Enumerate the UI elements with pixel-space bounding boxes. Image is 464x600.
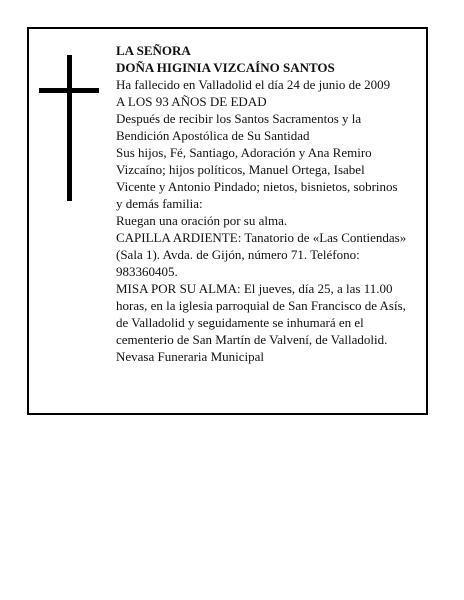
cross-icon bbox=[39, 55, 99, 201]
age-line: A LOS 93 AÑOS DE EDAD bbox=[116, 94, 267, 109]
mass-line-1: MISA POR SU ALMA: El jueves, día 25, a las 11.00 bbox=[116, 281, 393, 296]
sacraments-line-2: Bendición Apostólica de Su Santidad bbox=[116, 128, 310, 143]
death-date-line: Ha fallecido en Valladolid el día 24 de junio de 2009 bbox=[116, 77, 391, 92]
mass-line-2: horas, en la iglesia parroquial de San Francisco de Asís, bbox=[116, 298, 406, 313]
chapel-line-2: (Sala 1). Avda. de Gijón, número 71. Teléfono: bbox=[116, 247, 360, 262]
funeral-home-line: Nevasa Funeraria Municipal bbox=[116, 349, 265, 364]
notice-text bbox=[116, 42, 426, 365]
cross-horizontal-bar bbox=[39, 88, 99, 93]
obituary-notice bbox=[27, 27, 428, 415]
family-line-1: Sus hijos, Fé, Santiago, Adoración y Ana Remiro bbox=[116, 145, 372, 160]
mass-line-3: de Valladolid y seguidamente se inhumará en el bbox=[116, 315, 364, 330]
heading-title: LA SEÑORA bbox=[116, 43, 191, 58]
chapel-phone-line: 983360405. bbox=[116, 264, 178, 279]
deceased-name: DOÑA HIGINIA VIZCAÍNO SANTOS bbox=[116, 60, 335, 75]
prayer-request-line: Ruegan una oración por su alma. bbox=[116, 213, 288, 228]
mass-line-4: cementerio de San Martín de Valvení, de Valladolid. bbox=[116, 332, 388, 347]
cross-vertical-bar bbox=[67, 55, 72, 201]
chapel-line-1: CAPILLA ARDIENTE: Tanatorio de «Las Contiendas» bbox=[116, 230, 407, 245]
family-line-4: y demás familia: bbox=[116, 196, 203, 211]
sacraments-line-1: Después de recibir los Santos Sacramentos y la bbox=[116, 111, 362, 126]
family-line-2: Vizcaíno; hijos políticos, Manuel Ortega, Isabel bbox=[116, 162, 365, 177]
family-line-3: Vicente y Antonio Pindado; nietos, bisnietos, sobrinos bbox=[116, 179, 398, 194]
